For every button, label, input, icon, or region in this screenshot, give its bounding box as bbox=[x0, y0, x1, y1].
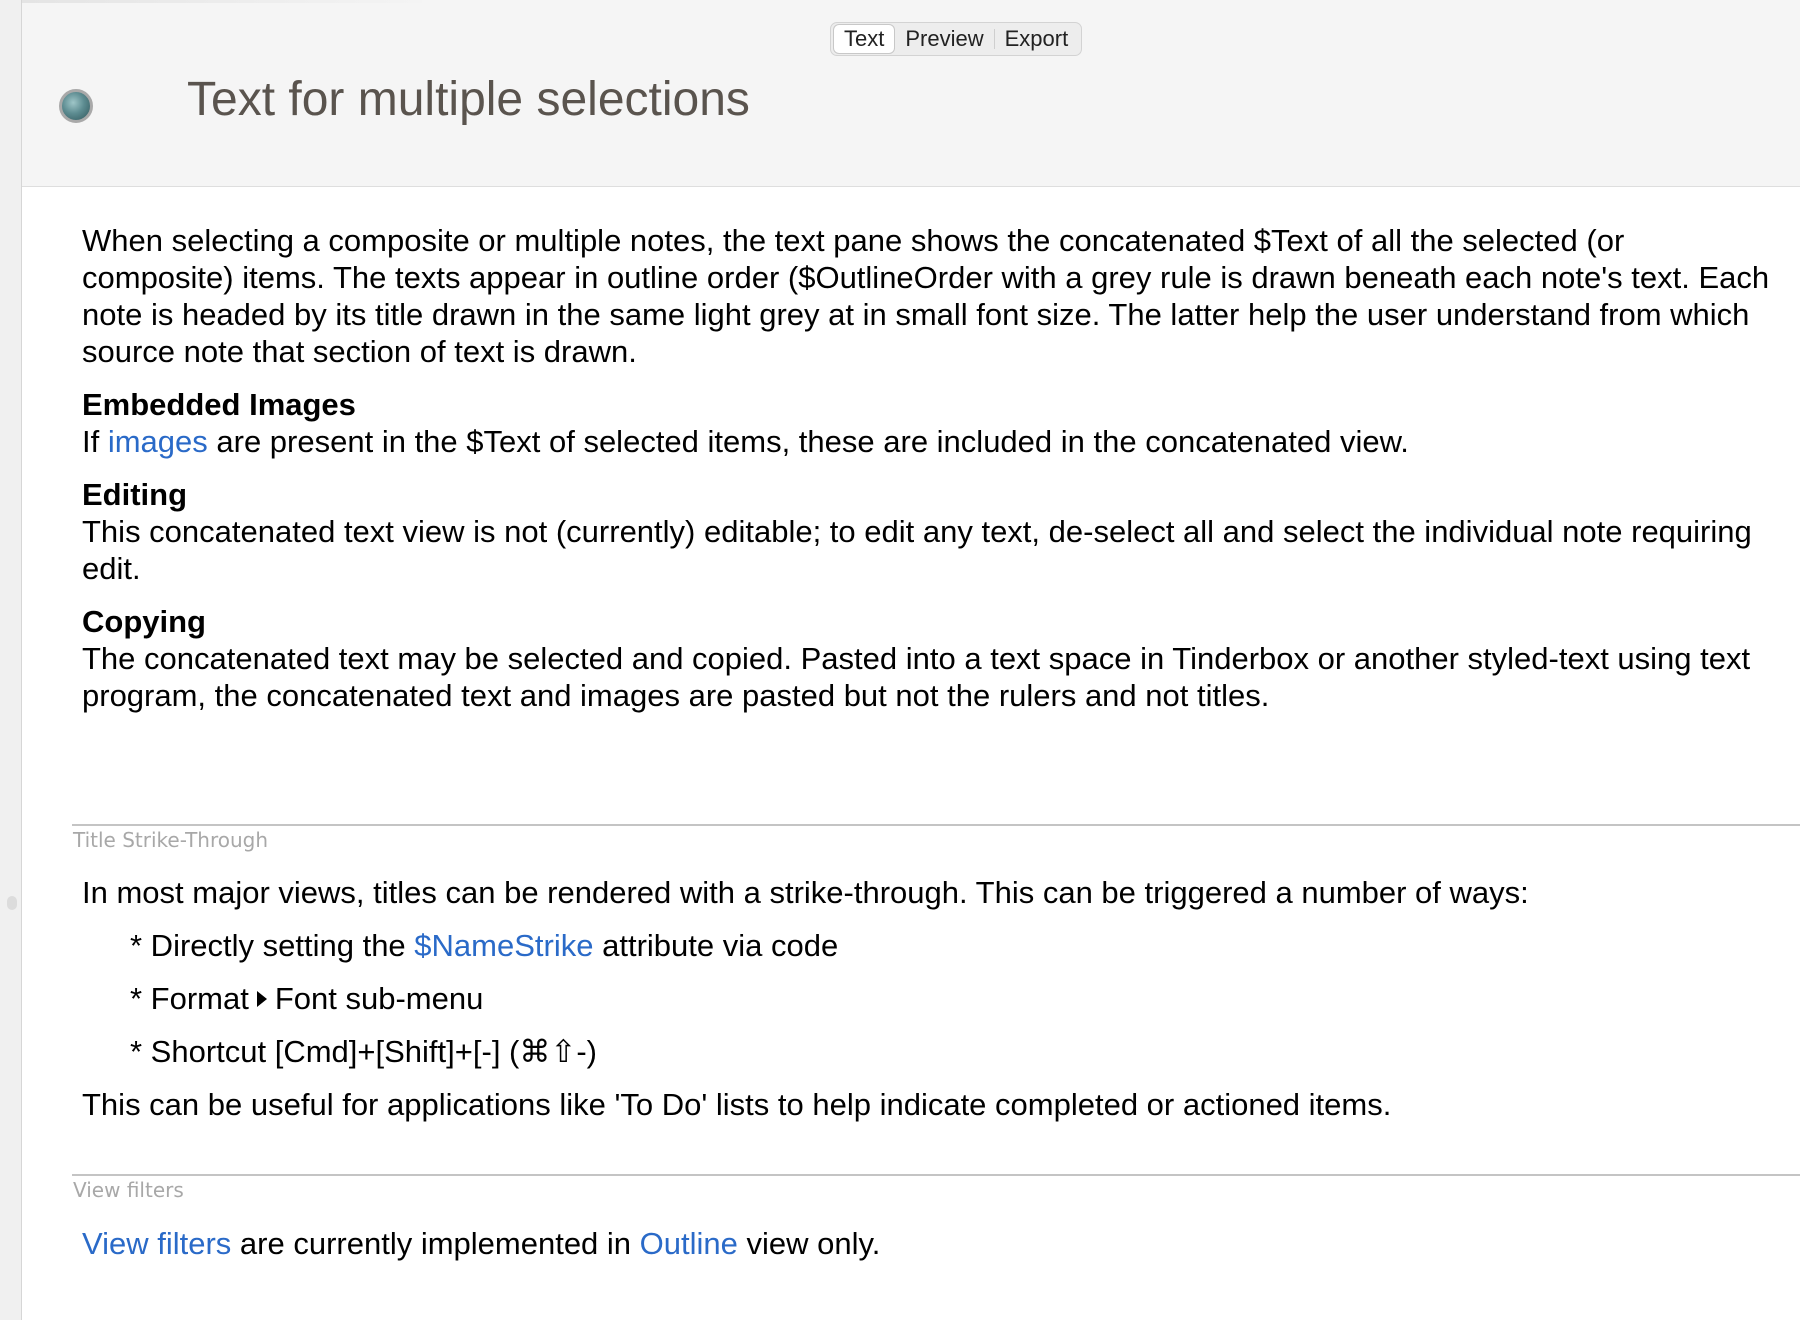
note-divider-rule bbox=[72, 824, 1800, 826]
submenu-arrow-icon bbox=[257, 991, 267, 1007]
view-filters-link[interactable]: View filters bbox=[82, 1226, 232, 1261]
bullet2-post: Font sub-menu bbox=[274, 981, 484, 1016]
tab-text[interactable]: Text bbox=[834, 25, 894, 53]
view-filters-section bbox=[82, 1225, 1772, 1278]
embedded-post: are present in the $Text of selected items, these are included in the concatenated view. bbox=[207, 424, 1409, 459]
copying-paragraph: The concatenated text may be selected and copied. Pasted into a text space in Tinderbox or another styled-text using text program, the concatenated text and images are pasted but not the rulers and not titles. bbox=[82, 641, 1751, 713]
copying-heading: Copying bbox=[82, 604, 206, 639]
note-section-label: Title Strike-Through bbox=[73, 828, 269, 852]
text-content bbox=[82, 222, 1772, 730]
note-header bbox=[22, 0, 1800, 187]
embedded-pre: If bbox=[82, 424, 108, 459]
bullet2-pre: * Format bbox=[130, 981, 249, 1016]
left-rail bbox=[0, 0, 22, 1320]
note-divider-rule bbox=[72, 1174, 1800, 1176]
strike-intro: In most major views, titles can be rendered with a strike-through. This can be triggered a number of ways: bbox=[82, 875, 1529, 910]
intro-paragraph: When selecting a composite or multiple notes, the text pane shows the concatenated $Text of all the selected (or composite) items. The texts appear in outline order ($OutlineOrder with a grey rule is drawn beneath each note's text. Each note is headed by its title drawn in the same light grey at in small font size. The latter help the user understand from which source note that section of text is drawn. bbox=[82, 223, 1770, 369]
namestrike-link[interactable]: $NameStrike bbox=[414, 928, 594, 963]
strike-through-section bbox=[82, 874, 1772, 1139]
note-section-label: View filters bbox=[73, 1178, 184, 1202]
tab-export[interactable]: Export bbox=[1004, 26, 1069, 51]
bullet-format-menu bbox=[82, 980, 1772, 1017]
note-title[interactable]: Text for multiple selections bbox=[187, 73, 750, 126]
view-filters-paragraph bbox=[82, 1225, 1772, 1262]
top-shadow bbox=[22, 0, 422, 3]
images-link[interactable]: images bbox=[107, 424, 208, 459]
view-tabs bbox=[830, 22, 1082, 56]
note-badge-icon[interactable] bbox=[59, 89, 93, 123]
bullet-shortcut: * Shortcut [Cmd]+[Shift]+[-] (⌘⇧-) bbox=[130, 1034, 597, 1069]
embedded-images-paragraph bbox=[82, 423, 1772, 460]
outline-link[interactable]: Outline bbox=[639, 1226, 738, 1261]
bullet1-post: attribute via code bbox=[593, 928, 839, 963]
resize-grip-handle[interactable] bbox=[7, 896, 17, 910]
view-filters-mid: are currently implemented in bbox=[231, 1226, 640, 1261]
editing-heading: Editing bbox=[82, 477, 188, 512]
strike-outro: This can be useful for applications like 'To Do' lists to help indicate completed or actioned items. bbox=[82, 1087, 1392, 1122]
bullet-namestrike bbox=[82, 927, 1772, 964]
embedded-images-heading: Embedded Images bbox=[82, 387, 356, 422]
editing-paragraph: This concatenated text view is not (currently) editable; to edit any text, de-select all and select the individual note requiring edit. bbox=[82, 514, 1752, 586]
view-filters-post: view only. bbox=[737, 1226, 881, 1261]
bullet1-pre: * Directly setting the bbox=[130, 928, 415, 963]
tab-preview[interactable]: Preview bbox=[905, 26, 984, 51]
